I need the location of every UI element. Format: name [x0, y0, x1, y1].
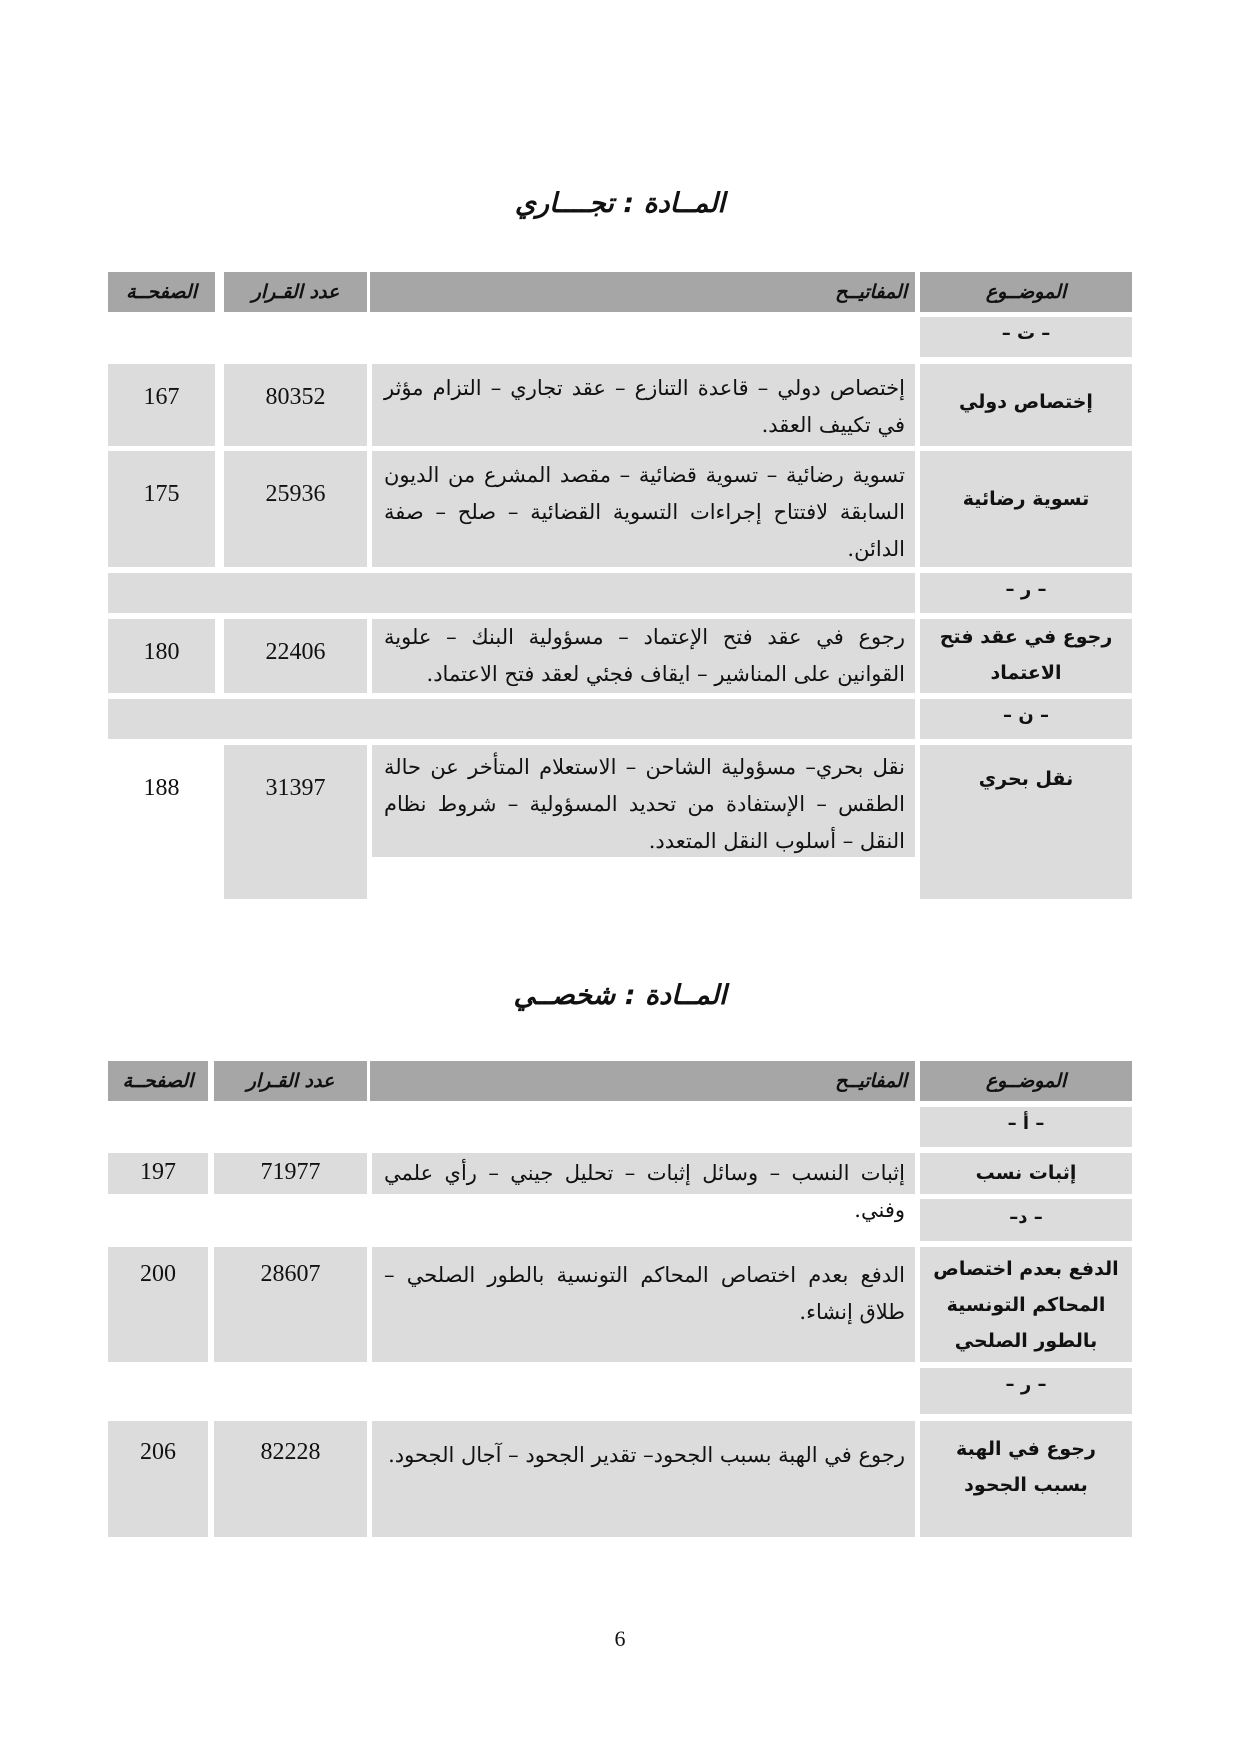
keywords: تسوية رضائية – تسوية قضائية – مقصد المشرع من الديون السابقة لافتتاح إجراءات التسوية القضائية – صلح – صفة الدائن. [384, 463, 905, 561]
subject: رجوع في الهبة بسبب الجحود [956, 1438, 1096, 1496]
letter-row [108, 317, 1132, 357]
letter-t: – ت – [1001, 323, 1051, 344]
table-row [108, 619, 1132, 693]
table-row [108, 451, 1132, 567]
subject: رجوع في عقد فتح الاعتماد [939, 626, 1113, 684]
decision-number: 80352 [265, 384, 326, 410]
keywords: رجوع في عقد فتح الإعتماد – مسؤولية البنك – علوية القوانين على المناشير – ايقاف فجئي لعقد فتح الاعتماد. [384, 625, 905, 686]
page-number: 6 [614, 1626, 626, 1651]
header-subject: الموضــوع [985, 281, 1067, 303]
header-decision: عدد القـرار [251, 281, 340, 303]
header-keys: المفاتيــح [835, 1070, 907, 1092]
table-header [108, 1061, 1132, 1101]
page-ref: 175 [143, 481, 180, 507]
decision-number: 31397 [265, 775, 326, 801]
decision-number: 28607 [260, 1261, 321, 1287]
keywords: إثبات النسب – وسائل إثبات – تحليل جيني – رأي علمي وفني. [384, 1161, 905, 1222]
subject: إختصاص دولي [959, 391, 1093, 413]
table-row [108, 745, 1132, 899]
table-row [108, 1153, 1132, 1222]
header-page: الصفحــة [126, 281, 197, 303]
header-keys: المفاتيــح [835, 281, 907, 303]
letter-row [108, 1199, 1132, 1241]
subject: تسوية رضائية [962, 488, 1090, 510]
letter-d: – د– [1009, 1207, 1043, 1228]
header-subject: الموضــوع [985, 1070, 1067, 1092]
letter-a: – أ – [1007, 1113, 1045, 1134]
letter-r: – ر – [1005, 1374, 1047, 1395]
page-ref: 180 [143, 639, 180, 665]
table-header [108, 272, 1132, 312]
letter-row [108, 1107, 1132, 1147]
page-ref: 188 [143, 775, 180, 801]
table-row [108, 364, 1132, 446]
table-row [108, 1421, 1132, 1537]
letter-row [108, 699, 1132, 739]
page-ref: 167 [143, 384, 180, 410]
subject: نقل بحري [978, 768, 1074, 790]
letter-r: – ر – [1005, 579, 1047, 600]
header-page: الصفحــة [122, 1070, 194, 1092]
decision-number: 82228 [260, 1439, 321, 1465]
keywords: إختصاص دولي – قاعدة التنازع – عقد تجاري – التزام مؤثر في تكييف العقد. [384, 376, 905, 437]
table-row [108, 1247, 1132, 1362]
letter-n: – ن – [1003, 705, 1049, 726]
page-ref: 200 [140, 1261, 176, 1287]
letter-row [108, 573, 1132, 613]
keywords: رجوع في الهبة بسبب الجحود– تقدير الجحود – آجال الجحود. [388, 1443, 905, 1467]
decision-number: 71977 [260, 1159, 321, 1185]
section-title-commercial: المــادة : تجــــاري [514, 188, 726, 219]
keywords: نقل بحري– مسؤولية الشاحن – الاستعلام المتأخر عن حالة الطقس – الإستفادة من تحديد المسؤولية – شروط نظام النقل – أسلوب النقل المتعدد. [384, 755, 905, 853]
page-ref: 197 [140, 1159, 176, 1185]
section-title-personal: المــادة : شخصــي [513, 980, 727, 1011]
subject: إثبات نسب [975, 1162, 1077, 1184]
page-ref: 206 [140, 1439, 176, 1465]
decision-number: 22406 [265, 639, 326, 665]
keywords: الدفع بعدم اختصاص المحاكم التونسية بالطور الصلحي – طلاق إنشاء. [384, 1263, 905, 1324]
subject: الدفع بعدم اختصاص المحاكم التونسية بالطور الصلحي [933, 1258, 1119, 1352]
letter-row [108, 1368, 1132, 1414]
header-decision: عدد القـرار [246, 1070, 335, 1092]
decision-number: 25936 [265, 481, 326, 507]
